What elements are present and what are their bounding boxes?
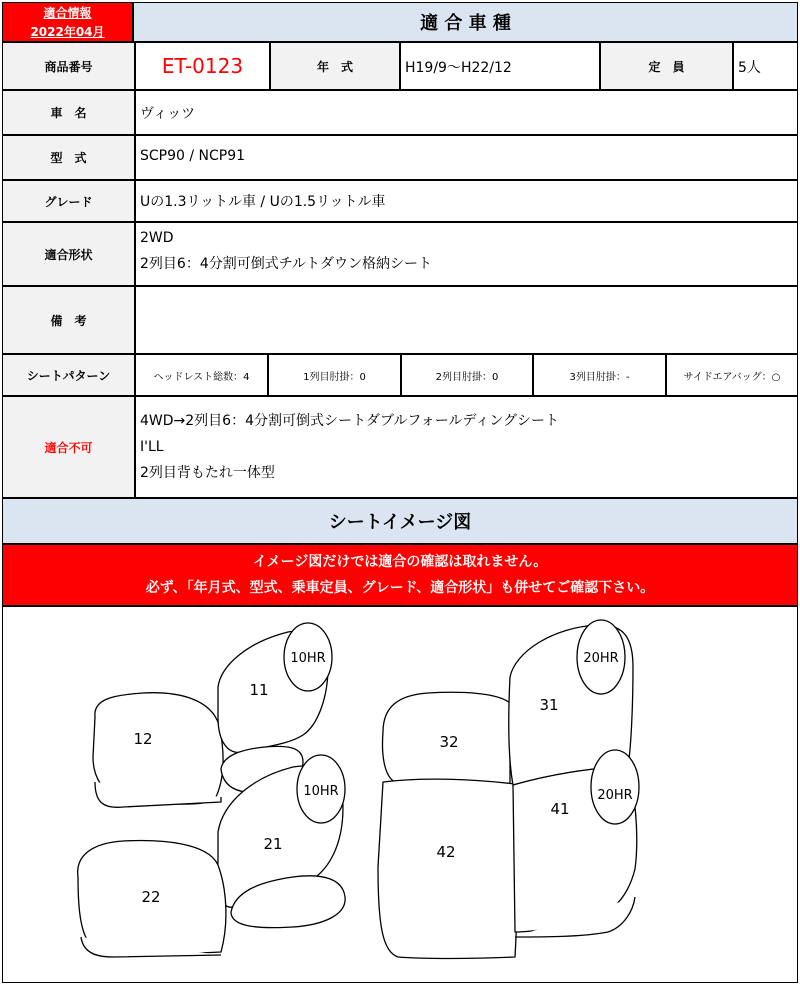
incompatible-value: [135, 396, 798, 498]
label-21: 21: [263, 835, 283, 853]
label-20hr-top: 20HR: [583, 651, 619, 666]
seat-diagram: [3, 607, 797, 982]
notes-label: 備 考: [2, 286, 135, 354]
label-11: 11: [249, 681, 269, 699]
row3-armrest: 3列目肘掛：-: [533, 354, 666, 396]
grade-label: グレード: [2, 180, 135, 222]
model-label: 型 式: [2, 135, 135, 180]
fit-shape-label: 適合形状: [2, 222, 135, 286]
fit-shape-line: 2WD: [140, 230, 174, 246]
label-31: 31: [539, 696, 559, 714]
year-value: H19/9～H22/12: [400, 42, 600, 90]
headrest-count: ヘッドレスト総数：4: [135, 354, 268, 396]
info-date: 2022年04月: [30, 25, 105, 39]
side-airbag: サイドエアバッグ：○: [666, 354, 798, 396]
label-20hr-bottom: 20HR: [597, 788, 633, 803]
incompatible-line: 2列目背もたれ一体型: [140, 465, 275, 481]
warning-banner: [2, 544, 798, 606]
product-code: ET-0123: [135, 42, 270, 90]
label-42: 42: [436, 843, 456, 861]
notes-value: [135, 286, 798, 354]
fit-shape-value: [135, 222, 798, 286]
model-value: SCP90 / NCP91: [135, 135, 798, 180]
warning-line: イメージ図だけでは適合の確認は取れません。: [252, 554, 548, 570]
car-name-value: ヴィッツ: [135, 90, 798, 135]
page-title: [133, 2, 798, 42]
warning-line: 必ず、「年月式、型式、乗車定員、グレード、適合形状」も併せてご確認下さい。: [145, 580, 655, 596]
seat-image-title: シートイメージ図: [2, 498, 798, 544]
info-label: 適合情報: [43, 6, 92, 20]
label-10hr-bottom: 10HR: [303, 784, 339, 799]
headrest-20hr-bottom: [591, 750, 639, 824]
fit-shape-line: 2列目6：4分割可倒式チルトダウン格納シート: [140, 256, 433, 272]
info-badge: [2, 2, 133, 42]
row1-armrest: 1列目肘掛：0: [268, 354, 401, 396]
label-41: 41: [550, 800, 570, 818]
seat-diagram-frame: [2, 606, 798, 983]
label-32: 32: [439, 733, 459, 751]
incompatible-line: 4WD→2列目6：4分割可倒式シートダブルフォールディングシート: [140, 413, 560, 429]
incompatible-label: 適合不可: [2, 396, 135, 498]
grade-value: Uの1.3リットル車 / Uの1.5リットル車: [135, 180, 798, 222]
year-label: 年 式: [270, 42, 400, 90]
car-name-label: 車 名: [2, 90, 135, 135]
page-title-text: 適 合 車 種: [420, 13, 511, 34]
seat-pattern-label: シートパターン: [2, 354, 135, 396]
capacity-value: 5人: [733, 42, 798, 90]
seat-part-42: [378, 779, 517, 958]
label-10hr-top: 10HR: [290, 651, 326, 666]
row2-armrest: 2列目肘掛：0: [401, 354, 533, 396]
product-code-label: 商品番号: [2, 42, 135, 90]
capacity-label: 定 員: [600, 42, 733, 90]
label-22: 22: [141, 888, 161, 906]
incompatible-line: I'LL: [140, 439, 164, 455]
label-12: 12: [133, 730, 153, 748]
